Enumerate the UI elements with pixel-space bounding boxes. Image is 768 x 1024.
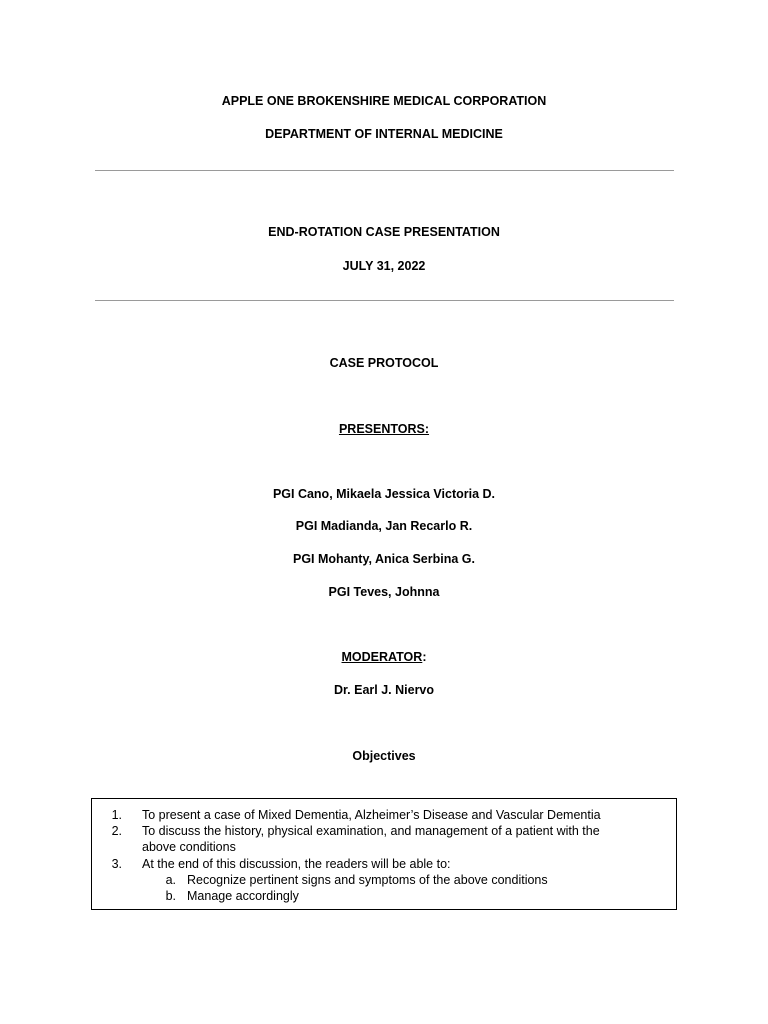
- presentation-title: END-ROTATION CASE PRESENTATION: [268, 225, 500, 239]
- presentors-heading: PRESENTORS:: [338, 422, 430, 436]
- presentor-name: PGI Teves, Johnna: [328, 585, 440, 599]
- objectives-box: 1. To present a case of Mixed Dementia, Alzheimer’s Disease and Vascular Dementia 2. To discuss the history, physical examination, and management of a patient with the above conditions 3. At the end of this discussion, the readers will be able to: a. Recognize pertinent signs and symptoms of the above conditions b. Manage accordingly: [91, 798, 677, 910]
- divider-top: [95, 170, 674, 171]
- moderator-name: Dr. Earl J. Niervo: [333, 683, 435, 697]
- moderator-heading-line: [0, 649, 768, 665]
- protocol-title: CASE PROTOCOL: [329, 356, 439, 370]
- moderator-heading: MODERATOR: [341, 650, 423, 664]
- presentor-name: PGI Cano, Mikaela Jessica Victoria D.: [272, 487, 496, 501]
- corporation-name: APPLE ONE BROKENSHIRE MEDICAL CORPORATION: [221, 94, 547, 108]
- presentation-date: JULY 31, 2022: [342, 259, 426, 273]
- objectives-heading: Objectives: [352, 749, 416, 763]
- presentor-name: PGI Madianda, Jan Recarlo R.: [295, 519, 473, 533]
- department-name: DEPARTMENT OF INTERNAL MEDICINE: [265, 127, 503, 141]
- divider-bottom: [95, 300, 674, 301]
- moderator-colon: :: [422, 650, 427, 664]
- presentor-name: PGI Mohanty, Anica Serbina G.: [293, 552, 475, 566]
